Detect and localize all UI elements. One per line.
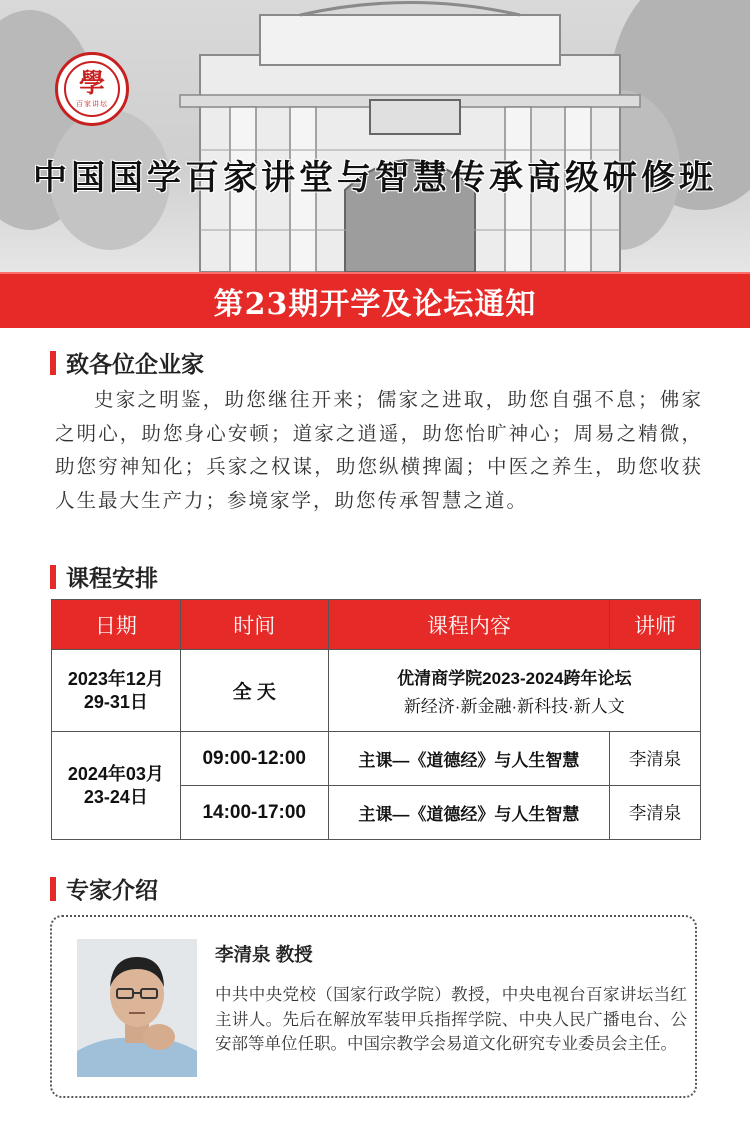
table-row	[52, 732, 701, 786]
time-cell: 09:00-12:00	[180, 732, 328, 786]
date-line: 23-24日	[83, 786, 148, 807]
expert-portrait	[77, 939, 197, 1077]
expert-name: 李清泉 教授	[215, 944, 313, 965]
notice-title: 第23期开学及论坛通知	[213, 287, 537, 322]
course-title: 优清商学院2023-2024跨年论坛	[397, 669, 632, 688]
academy-logo	[55, 52, 129, 126]
column-header-date: 日期	[52, 600, 181, 650]
course-subtitle: 新经济·新金融·新科技·新人文	[403, 697, 625, 716]
section-heading-intro	[50, 346, 204, 379]
heading-accent-bar	[50, 351, 56, 375]
column-header-course: 课程内容	[328, 600, 610, 650]
table-row	[52, 650, 701, 732]
date-cell	[52, 650, 181, 732]
teacher-cell: 李清泉	[610, 732, 701, 786]
heading-accent-bar	[50, 565, 56, 589]
expert-bio: 中共中央党校（国家行政学院）教授，中央电视台百家讲坛当红主讲人。先后在解放军装甲兵指挥学院、中央人民广播电台、公安部等单位任职。中国宗教学会易道文化研究专业委员会主任。	[215, 985, 687, 1053]
heading-accent-bar	[50, 877, 56, 901]
course-cell	[328, 732, 610, 786]
notice-banner	[0, 272, 750, 328]
section-heading-expert	[50, 872, 158, 905]
tsinghua-gate-illustration	[0, 0, 750, 272]
intro-paragraph: 史家之明鉴，助您继往开来；儒家之进取，助您自强不息；佛家之明心，助您身心安顿；道家之逍遥，助您怡旷神心；周易之精微，助您穷神知化；兵家之权谋，助您纵横捭阖；中医之养生，助您收获人生最大生产力；参境家学，助您传承智慧之道。	[55, 388, 703, 512]
schedule-table	[51, 599, 701, 840]
time-cell: 14:00-17:00	[180, 786, 328, 840]
logo-caption: 百家讲坛	[76, 100, 108, 108]
date-line: 29-31日	[83, 691, 148, 712]
section-heading-text: 致各位企业家	[66, 351, 204, 377]
time-cell: 全 天	[180, 650, 328, 732]
logo-glyph: 學	[78, 68, 105, 99]
course-cell	[328, 650, 700, 732]
section-heading-text: 课程安排	[66, 565, 158, 591]
section-heading-schedule	[50, 560, 158, 593]
date-line: 2023年12月	[67, 668, 164, 689]
expert-card	[50, 915, 697, 1098]
course-title: 主课—《道德经》与人生智慧	[358, 805, 580, 824]
course-title: 主课—《道德经》与人生智慧	[358, 751, 580, 770]
course-cell	[328, 786, 610, 840]
date-cell	[52, 732, 181, 840]
column-header-time: 时间	[180, 600, 328, 650]
teacher-cell: 李清泉	[610, 786, 701, 840]
date-line: 2024年03月	[67, 763, 164, 784]
table-header-row	[52, 600, 701, 650]
program-title: 中国国学百家讲堂与智慧传承高级研修班	[33, 158, 717, 198]
column-header-teacher: 讲师	[610, 600, 701, 650]
hero-banner	[0, 0, 750, 272]
section-heading-text: 专家介绍	[66, 877, 158, 903]
